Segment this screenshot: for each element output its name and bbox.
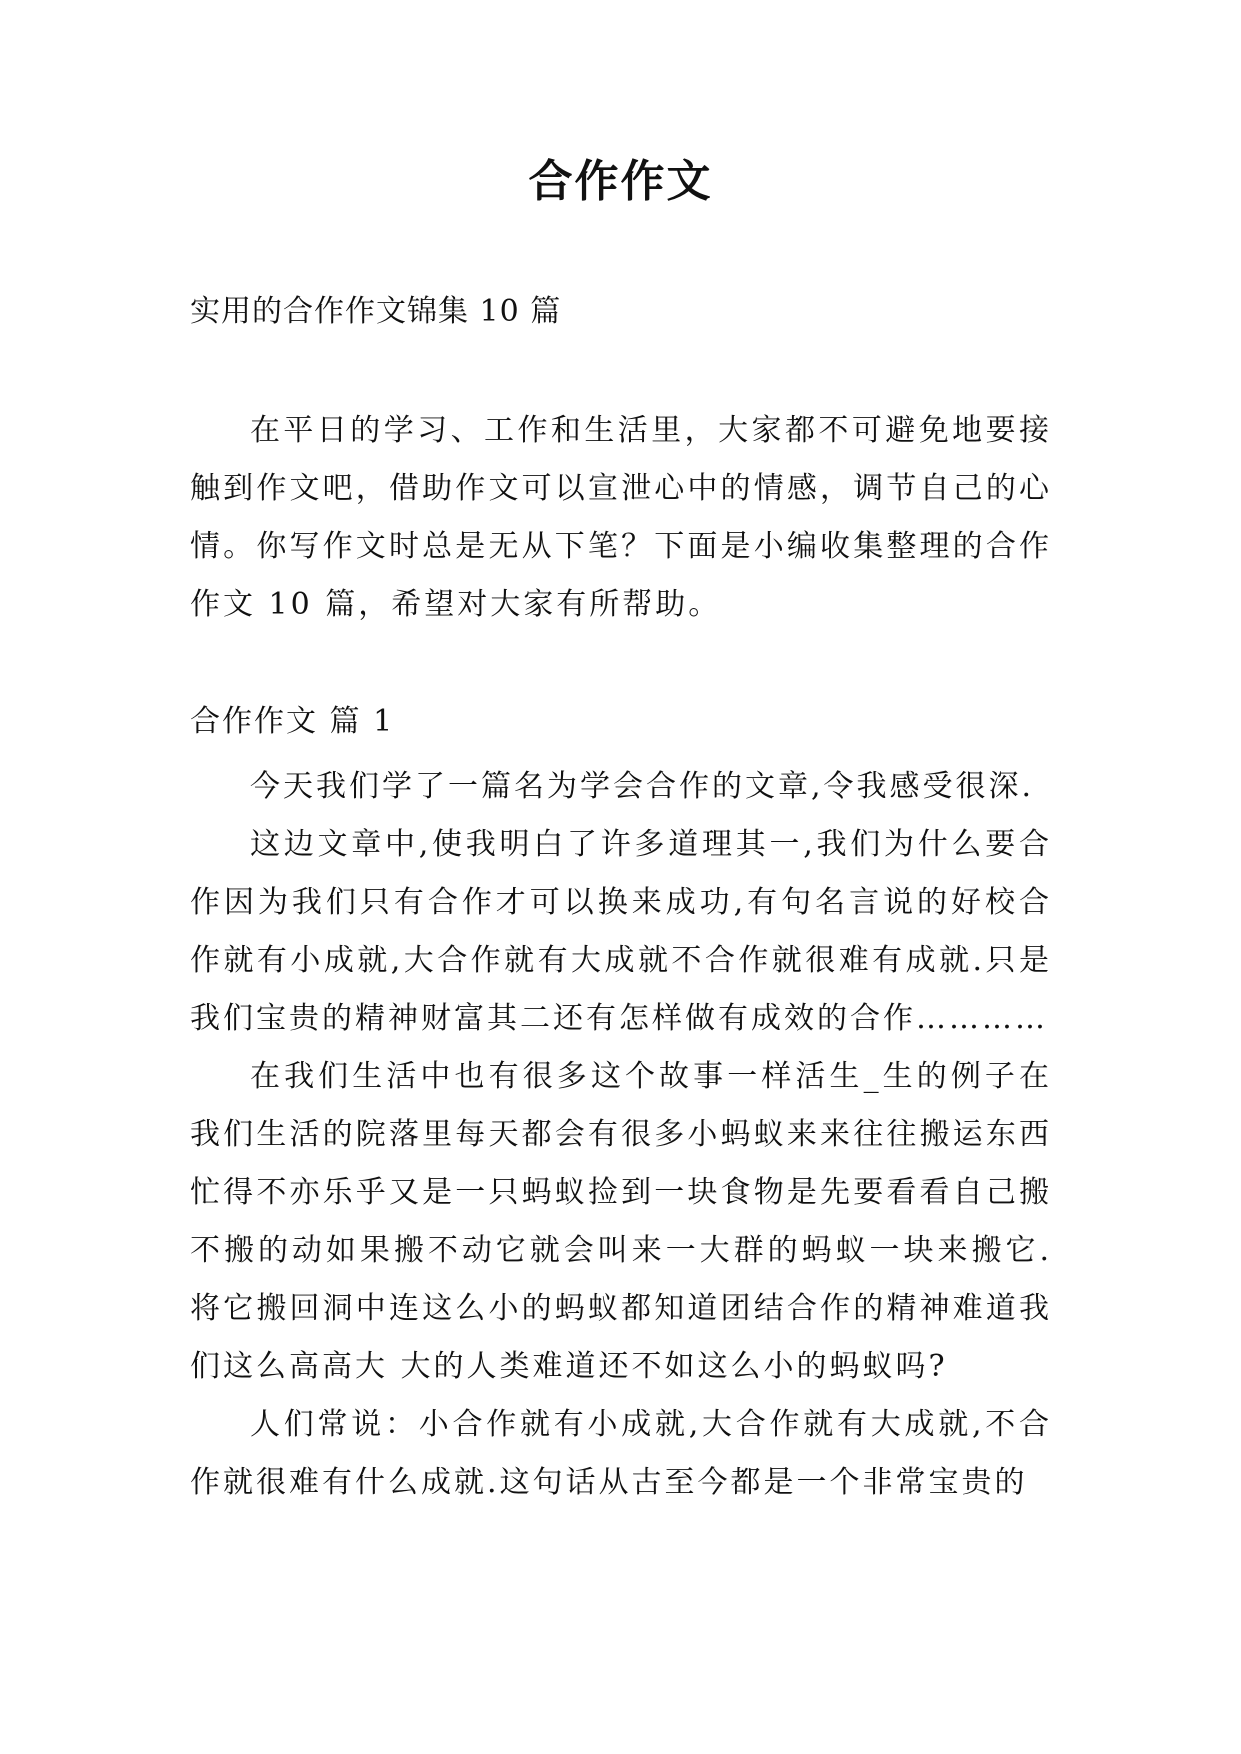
intro-section	[190, 402, 1052, 634]
document-subtitle: 实用的合作作文锦集 10 篇	[190, 294, 562, 329]
page-title: 合作作文	[528, 156, 713, 207]
article-body	[190, 758, 1052, 1512]
intro-paragraph: 在平日的学习、工作和生活里，大家都不可避免地要接触到作文吧，借助作文可以宣泄心中的情感，调节自己的心情。你写作文时总是无从下笔？下面是小编收集整理的合作作文 10 篇，希望对大家有所帮助。	[190, 413, 1052, 622]
article-paragraph: 人们常说：小合作就有小成就,大合作就有大成就,不合作就很难有什么成就.这句话从古至今都是一个非常宝贵的	[190, 1407, 1052, 1500]
article-paragraph: 今天我们学了一篇名为学会合作的文章,令我感受很深.	[250, 769, 1035, 804]
article-paragraph: 在我们生活中也有很多这个故事一样活生_生的例子在我们生活的院落里每天都会有很多小蚂蚁来来往往搬运东西忙得不亦乐乎又是一只蚂蚁捡到一块食物是先要看看自己搬不搬的动如果搬不动它就会叫来一大群的蚂蚁一块来搬它.将它搬回洞中连这么小的蚂蚁都知道团结合作的精神难道我们这么高高大 大的人类难道还不如这么小的蚂蚁吗?	[190, 1059, 1052, 1384]
section-heading: 合作作文 篇 1	[190, 704, 395, 739]
article-paragraph: 这边文章中,使我明白了许多道理其一,我们为什么要合作因为我们只有合作才可以换来成功,有句名言说的好校合作就有小成就,大合作就有大成就不合作就很难有成就.只是我们宝贵的精神财富其二还有怎样做有成效的合作…………	[190, 827, 1052, 1036]
